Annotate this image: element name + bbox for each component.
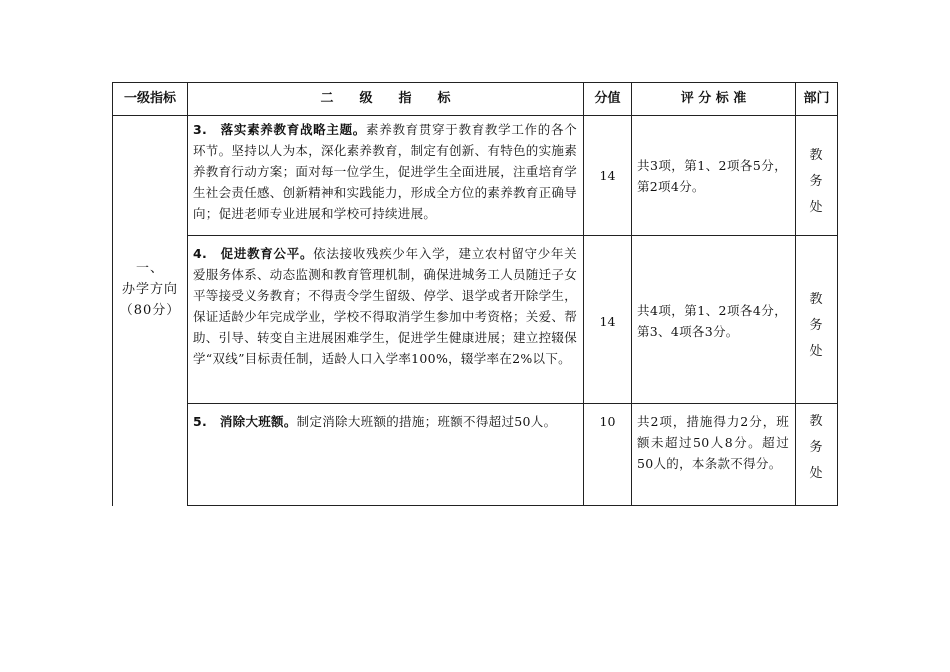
dept-char: 务 [809, 318, 823, 333]
col-divider-2 [583, 82, 584, 506]
category-label [113, 258, 187, 321]
header-criteria: 评 分 标 准 [680, 91, 747, 106]
indicator-title: 4. 促进教育公平。 [193, 246, 314, 261]
indicator-title: 5. 消除大班额。 [193, 414, 297, 429]
header-level1: 一级指标 [123, 91, 176, 106]
table-top-border [112, 82, 838, 83]
col-divider-4 [795, 82, 796, 506]
score-value: 10 [599, 414, 616, 429]
header-level2: 二 级 指 标 [320, 91, 451, 106]
dept-char: 处 [809, 200, 823, 215]
row-3-bottom-border [187, 235, 838, 236]
indicator-body: 依法接收残疾少年入学，建立农村留守少年关爱服务体系、动态监测和教育管理机制，确保进城务工人员随迁子女平等接受义务教育；不得责令学生留级、停学、退学或者开除学生，保证适龄少年完成学业，学校不得取消学生参加中考资格；关爱、帮助、引导、转变自主进展困难学生，促进学生健康进展；建立控辍保学“双线”目标责任制，适龄人口入学率100%，辍学率在2%以下。 [193, 246, 577, 366]
header-score: 分值 [594, 91, 621, 106]
row-5-bottom-border [187, 505, 838, 506]
dept-char: 处 [809, 344, 823, 359]
criteria-text: 共3项，第1、2项各5分，第2项4分。 [637, 158, 787, 194]
indicator-row-4 [193, 243, 577, 403]
header-bottom-border [112, 115, 838, 116]
criteria-text: 共2项，措施得力2分，班额未超过50人8分。超过50人的，本条款不得分。 [637, 414, 789, 471]
dept-char: 务 [809, 440, 823, 455]
indicator-body: 素养教育贯穿于教育教学工作的各个环节。坚持以人为本，深化素养教育，制定有创新、有特色的实施素养教育行动方案；面对每一位学生，促进学生全面进展，注重培育学生社会责任感、创新精神和实践能力，形成全方位的素养教育正确导向；促进老师专业进展和学校可持续进展。 [193, 122, 577, 221]
score-value: 14 [599, 314, 616, 329]
dept-char: 教 [809, 148, 823, 163]
header-dept: 部门 [803, 91, 830, 106]
indicator-title: 3. 落实素养教育战略主题。 [193, 122, 367, 137]
indicator-body: 制定消除大班额的措施；班额不得超过50人。 [296, 414, 557, 429]
dept-cell [808, 143, 824, 221]
row-4-bottom-border [187, 403, 838, 404]
dept-char: 教 [809, 292, 823, 307]
table-right-border [837, 82, 838, 506]
dept-char: 教 [809, 414, 823, 429]
dept-cell [808, 287, 824, 365]
indicator-row-3 [193, 119, 577, 233]
col-divider-1 [187, 82, 188, 506]
category-number: 一、 [135, 261, 164, 276]
dept-cell [808, 409, 824, 487]
category-name: 办学方向 [121, 282, 178, 297]
dept-char: 务 [809, 174, 823, 189]
dept-char: 处 [809, 466, 823, 481]
score-value: 14 [599, 168, 616, 183]
col-divider-3 [631, 82, 632, 506]
criteria-text: 共4项，第1、2项各4分，第3、4项各3分。 [637, 303, 787, 339]
indicator-row-5 [193, 411, 577, 433]
category-points: （80分） [119, 303, 181, 318]
